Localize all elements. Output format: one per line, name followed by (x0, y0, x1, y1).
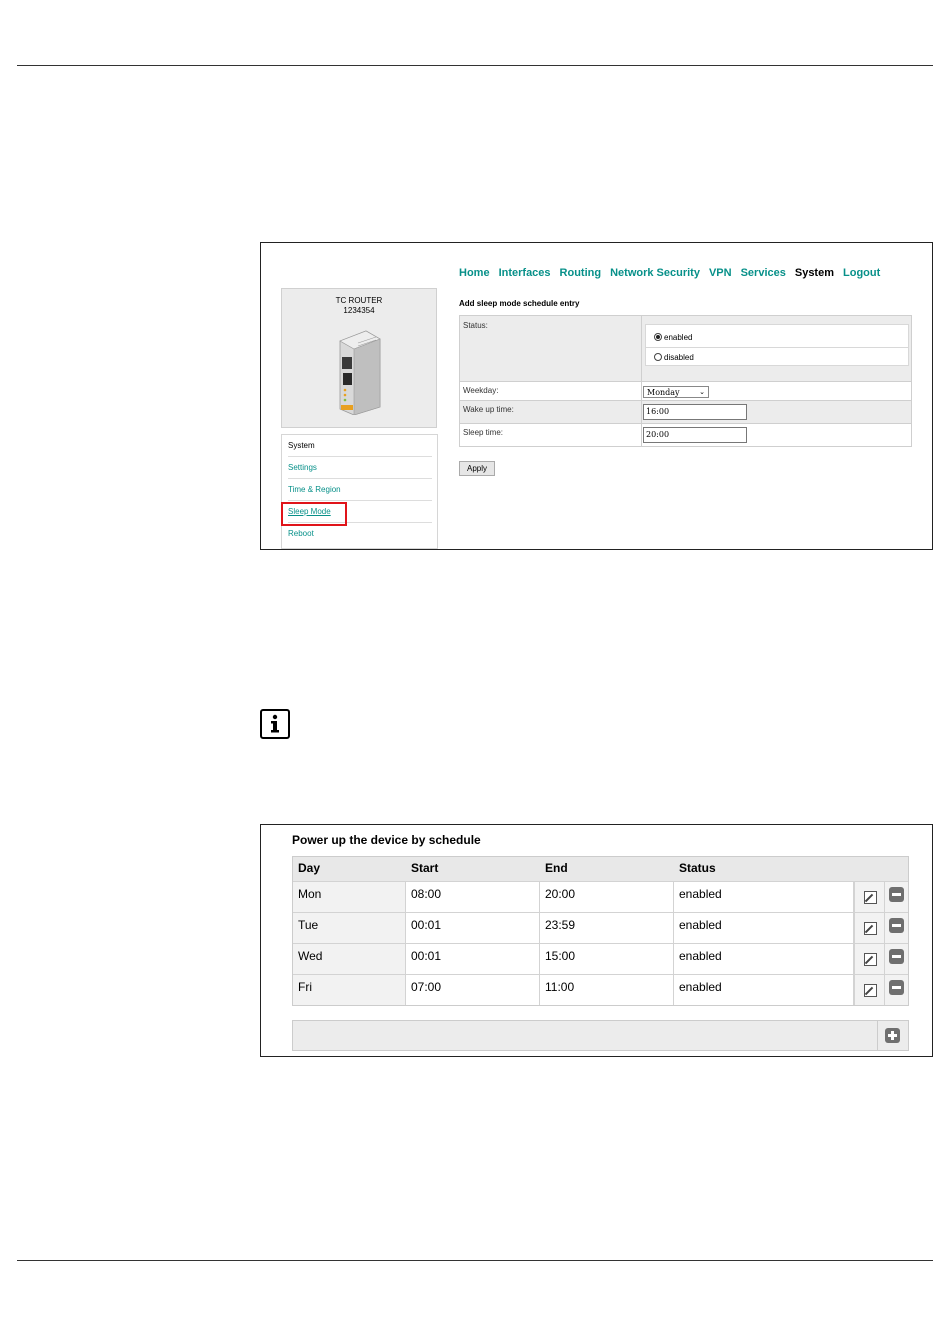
status-option-enabled[interactable] (646, 327, 908, 348)
radio-enabled[interactable] (654, 333, 662, 341)
status-label: Status: (463, 321, 488, 330)
radio-disabled[interactable] (654, 353, 662, 361)
sidebar-item-sleep-mode[interactable]: Sleep Mode (288, 501, 432, 523)
cell-day: Tue (293, 913, 406, 943)
add-cell (877, 1021, 908, 1050)
cell-start: 08:00 (406, 882, 540, 912)
sleep-mode-highlight (281, 502, 347, 526)
remove-icon[interactable] (889, 918, 904, 933)
nav-logout[interactable]: Logout (843, 267, 881, 279)
add-icon[interactable] (885, 1028, 900, 1043)
nav-home[interactable]: Home (459, 267, 490, 279)
cell-day: Fri (293, 975, 406, 1005)
sleep-time-input[interactable]: 20:00 (643, 427, 747, 443)
router-device-image (336, 327, 386, 415)
edit-icon[interactable] (864, 922, 877, 935)
sleep-label: Sleep time: (463, 428, 504, 437)
status-disabled-label: disabled (664, 352, 694, 362)
nav-interfaces[interactable]: Interfaces (498, 267, 551, 279)
delete-cell (884, 975, 908, 1005)
schedule-table (292, 856, 909, 1006)
cell-status: enabled (674, 944, 854, 974)
sleep-schedule-form (459, 315, 912, 447)
cell-end: 11:00 (540, 975, 674, 1005)
header-day: Day (293, 857, 406, 881)
device-panel (281, 288, 437, 428)
cell-start: 00:01 (406, 944, 540, 974)
delete-cell (884, 944, 908, 974)
cell-end: 23:59 (540, 913, 674, 943)
edit-cell (854, 975, 884, 1005)
cell-end: 15:00 (540, 944, 674, 974)
cell-status: enabled (674, 975, 854, 1005)
header-status: Status (674, 857, 854, 881)
info-icon (260, 709, 290, 739)
cell-day: Wed (293, 944, 406, 974)
nav-network-security[interactable]: Network Security (610, 267, 700, 279)
footer-rule (17, 1260, 933, 1261)
table-row (293, 974, 908, 1005)
device-name: TC ROUTER (335, 296, 383, 305)
status-enabled-label: enabled (664, 332, 693, 342)
sleep-row (460, 424, 911, 446)
delete-cell (884, 882, 908, 912)
sidebar-item-settings[interactable]: Settings (288, 457, 432, 479)
table-row (293, 881, 908, 912)
remove-icon[interactable] (889, 949, 904, 964)
status-option-disabled[interactable] (646, 347, 908, 367)
edit-cell (854, 882, 884, 912)
sidebar-heading: System (288, 435, 432, 457)
sidebar-item-reboot[interactable]: Reboot (288, 529, 314, 538)
router-ui-screenshot (260, 242, 933, 550)
nav-system[interactable]: System (794, 267, 834, 279)
weekday-label: Weekday: (463, 386, 499, 395)
wake-row (460, 401, 911, 424)
wake-label: Wake up time: (463, 405, 514, 414)
header-rule (17, 65, 933, 66)
edit-cell (854, 944, 884, 974)
remove-icon[interactable] (889, 980, 904, 995)
nav-vpn[interactable]: VPN (708, 267, 732, 279)
edit-icon[interactable] (864, 953, 877, 966)
device-serial: 1234354 (343, 306, 375, 315)
cell-start: 07:00 (406, 975, 540, 1005)
edit-cell (854, 913, 884, 943)
schedule-title: Power up the device by schedule (292, 833, 481, 847)
status-row (460, 316, 911, 382)
table-row (293, 943, 908, 974)
header-start: Start (406, 857, 540, 881)
cell-day: Mon (293, 882, 406, 912)
chevron-down-icon: ⌄ (699, 388, 705, 396)
header-end: End (540, 857, 674, 881)
wake-time-input[interactable]: 16:00 (643, 404, 747, 420)
weekday-value: Monday (647, 388, 680, 397)
apply-button[interactable]: Apply (459, 461, 495, 476)
sidebar-menu (281, 434, 438, 549)
nav-services[interactable]: Services (740, 267, 786, 279)
cell-end: 20:00 (540, 882, 674, 912)
form-title: Add sleep mode schedule entry (459, 299, 580, 308)
main-nav (459, 267, 880, 279)
weekday-select[interactable] (643, 386, 709, 398)
edit-icon[interactable] (864, 891, 877, 904)
remove-icon[interactable] (889, 887, 904, 902)
schedule-screenshot (260, 824, 933, 1057)
delete-cell (884, 913, 908, 943)
sidebar-item-time-region[interactable]: Time & Region (288, 479, 432, 501)
cell-start: 00:01 (406, 913, 540, 943)
table-row (293, 912, 908, 943)
cell-status: enabled (674, 882, 854, 912)
edit-icon[interactable] (864, 984, 877, 997)
weekday-row (460, 382, 911, 401)
add-entry-bar (292, 1020, 909, 1051)
cell-status: enabled (674, 913, 854, 943)
table-header (293, 857, 908, 881)
status-radio-group (645, 324, 909, 366)
nav-routing[interactable]: Routing (559, 267, 602, 279)
